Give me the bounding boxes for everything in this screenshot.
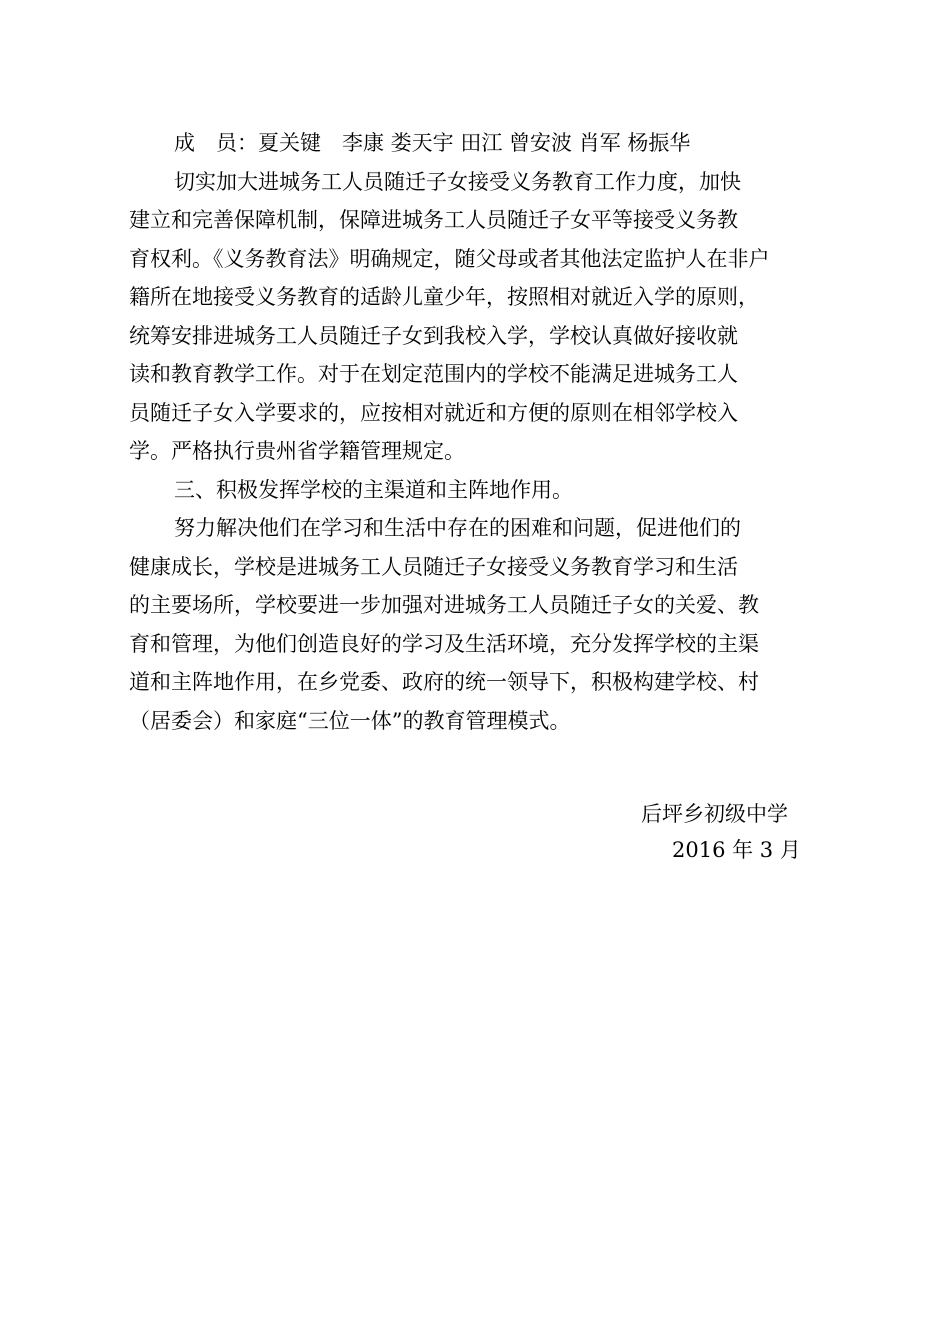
section-heading: 三、积极发挥学校的主渠道和主阵地作用。 (174, 477, 573, 502)
document-body (129, 124, 829, 740)
signature-block (600, 796, 850, 868)
paragraph-2-line: （居委会）和家庭“三位一体”的教育管理模式。 (129, 708, 571, 733)
members-line: 成 员：夏关键 李康 娄天宇 田江 曾安波 肖军 杨振华 (174, 131, 691, 155)
signature-organization: 后坪乡初级中学 (641, 802, 788, 826)
paragraph-1-line: 籍所在地接受义务教育的适龄儿童少年，按照相对就近入学的原则， (129, 285, 759, 309)
paragraph-1-line: 切实加大进城务工人员随迁子女接受义务教育工作力度，加快 (174, 169, 741, 194)
paragraph-1-line: 员随迁子女入学要求的，应按相对就近和方便的原则在相邻学校入 (129, 400, 738, 425)
signature-date: 2016 年 3 月 (672, 838, 801, 862)
paragraph-1-line: 建立和完善保障机制，保障进城务工人员随迁子女平等接受义务教 (129, 208, 738, 232)
paragraph-2-line: 健康成长，学校是进城务工人员随迁子女接受义务教育学习和生活 (129, 554, 738, 579)
paragraph-1-line: 读和教育教学工作。对于在划定范围内的学校不能满足进城务工人 (129, 362, 738, 386)
paragraph-1-line: 育权利。《义务教育法》明确规定，随父母或者其他法定监护人在非户 (129, 246, 770, 271)
paragraph-1-line: 统筹安排进城务工人员随迁子女到我校入学，学校认真做好接收就 (129, 323, 738, 348)
paragraph-1-line: 学。严格执行贵州省学籍管理规定。 (129, 439, 465, 463)
paragraph-2-line: 的主要场所，学校要进一步加强对进城务工人员随迁子女的关爱、教 (129, 593, 759, 617)
paragraph-2-line: 道和主阵地作用，在乡党委、政府的统一领导下，积极构建学校、村 (129, 670, 759, 694)
paragraph-2-line: 努力解决他们在学习和生活中存在的困难和问题，促进他们的 (174, 516, 741, 540)
paragraph-2-line: 育和管理，为他们创造良好的学习及生活环境，充分发挥学校的主渠 (129, 631, 759, 656)
